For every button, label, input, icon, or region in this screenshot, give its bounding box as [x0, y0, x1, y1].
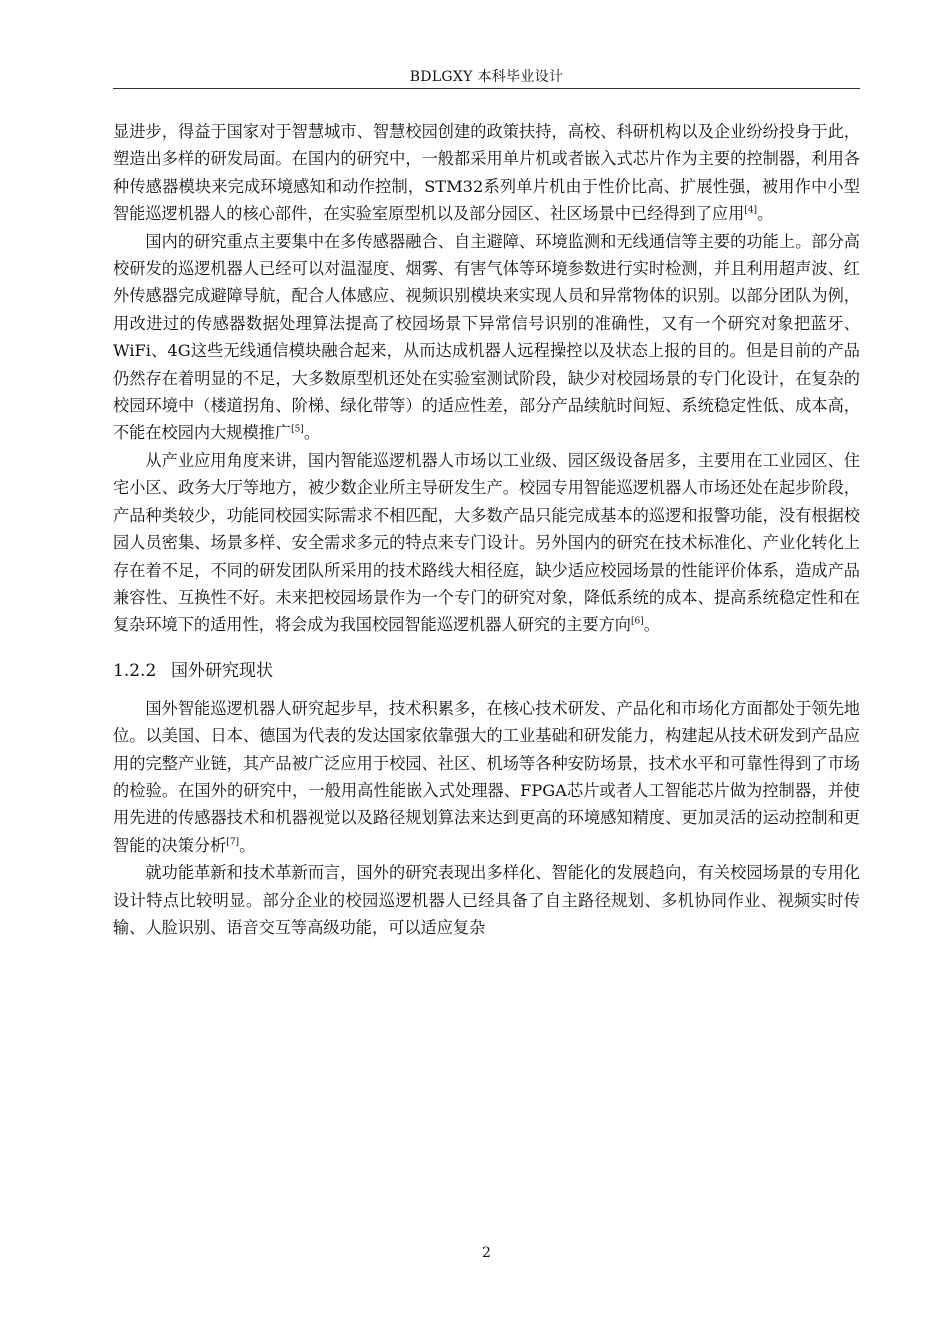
- paragraph-end: 。: [239, 835, 256, 855]
- citation-ref: [4]: [744, 205, 758, 216]
- page-header: BDLGXY 本科毕业设计: [409, 69, 564, 85]
- section-title: 国外研究现状: [171, 660, 273, 681]
- document-body: [113, 118, 860, 941]
- paragraph-text: 就功能革新和技术革新而言，国外的研究表现出多样化、智能化的发展趋向，有关校园场景的专用化设计特点比较明显。部分企业的校园巡逻机器人已经具备了自主路径规划、多机协同作业、视频实时传输、人脸识别、语音交互等高级功能，可以适应复杂: [113, 863, 860, 937]
- page-number: 2: [482, 1245, 491, 1261]
- citation-ref: [7]: [226, 837, 240, 848]
- section-number: 1.2.2: [113, 660, 157, 681]
- paragraph-text: 显进步，得益于国家对于智慧城市、智慧校园创建的政策扶持，高校、科研机构以及企业纷纷投身于此，塑造出多样的研发局面。在国内的研究中，一般都采用单片机或者嵌入式芯片作为主要的控制器，利用各种传感器模块来完成环境感知和动作控制，STM32系列单片机由于性价比高、扩展性强，被用作中小型智能巡逻机器人的核心部件，在实验室原型机以及部分园区、社区场景中已经得到了应用: [113, 122, 860, 224]
- paragraph-foreign-innovation: [113, 859, 860, 941]
- paragraph-text: 国外智能巡逻机器人研究起步早，技术积累多，在核心技术研发、产品化和市场化方面都处于领先地位。以美国、日本、德国为代表的发达国家依靠强大的工业基础和研发能力，构建起从技术研发到产品应用的完整产业链，其产品被广泛应用于校园、社区、机场等各种安防场景，技术水平和可靠性得到了市场的检验。在国外的研究中，一般用高性能嵌入式处理器、FPGA芯片或者人工智能芯片做为控制器，并使用先进的传感器技术和机器视觉以及路径规划算法来达到更高的环境感知精度、更加灵活的运动控制和更智能的决策分析: [113, 698, 860, 855]
- section-heading: [113, 658, 860, 684]
- paragraph-end: 。: [757, 204, 774, 224]
- paragraph-text: 从产业应用角度来讲，国内智能巡逻机器人市场以工业级、园区级设备居多，主要用在工业园区、住宅小区、政务大厅等地方，被少数企业所主导研发生产。校园专用智能巡逻机器人市场还处在起步阶段，产品种类较少，功能同校园实际需求不相匹配，大多数产品只能完成基本的巡逻和报警功能，没有根据校园人员密集、场景多样、安全需求多元的特点来专门设计。另外国内的研究在技术标准化、产业化转化上存在着不足，不同的研发团队所采用的技术路线大相径庭，缺少适应校园场景的性能评价体系，造成产品兼容性、互换性不好。未来把校园场景作为一个专门的研究对象，降低系统的成本、提高系统稳定性和在复杂环境下的适用性，将会成为我国校园智能巡逻机器人研究的主要方向: [113, 450, 860, 635]
- paragraph-text: 国内的研究重点主要集中在多传感器融合、自主避障、环境监测和无线通信等主要的功能上。部分高校研发的巡逻机器人已经可以对温湿度、烟雾、有害气体等环境参数进行实时检测，并且利用超声波、红外传感器完成避障导航，配合人体感应、视频识别模块来实现人员和异常物体的识别。以部分团队为例，用改进过的传感器数据处理算法提高了校园场景下异常信号识别的准确性，又有一个研究对象把蓝牙、WiFi、4G这些无线通信模块融合起来，从而达成机器人远程操控以及状态上报的目的。但是目前的产品仍然存在着明显的不足，大多数原型机还处在实验室测试阶段，缺少对校园场景的专门化设计，在复杂的校园环境中（楼道拐角、阶梯、绿化带等）的适应性差，部分产品续航时间短、系统稳定性低、成本高，不能在校园内大规模推广: [113, 231, 860, 443]
- paragraph-domestic-focus: [113, 228, 860, 447]
- citation-ref: [6]: [631, 616, 644, 627]
- paragraph-end: 。: [643, 615, 660, 635]
- paragraph-foreign-overview: [113, 695, 860, 859]
- paragraph-domestic-industry: [113, 447, 860, 639]
- paragraph-domestic-progress: [113, 118, 860, 228]
- header-divider: [113, 88, 860, 89]
- paragraph-end: 。: [303, 423, 320, 443]
- citation-ref: [5]: [291, 425, 304, 436]
